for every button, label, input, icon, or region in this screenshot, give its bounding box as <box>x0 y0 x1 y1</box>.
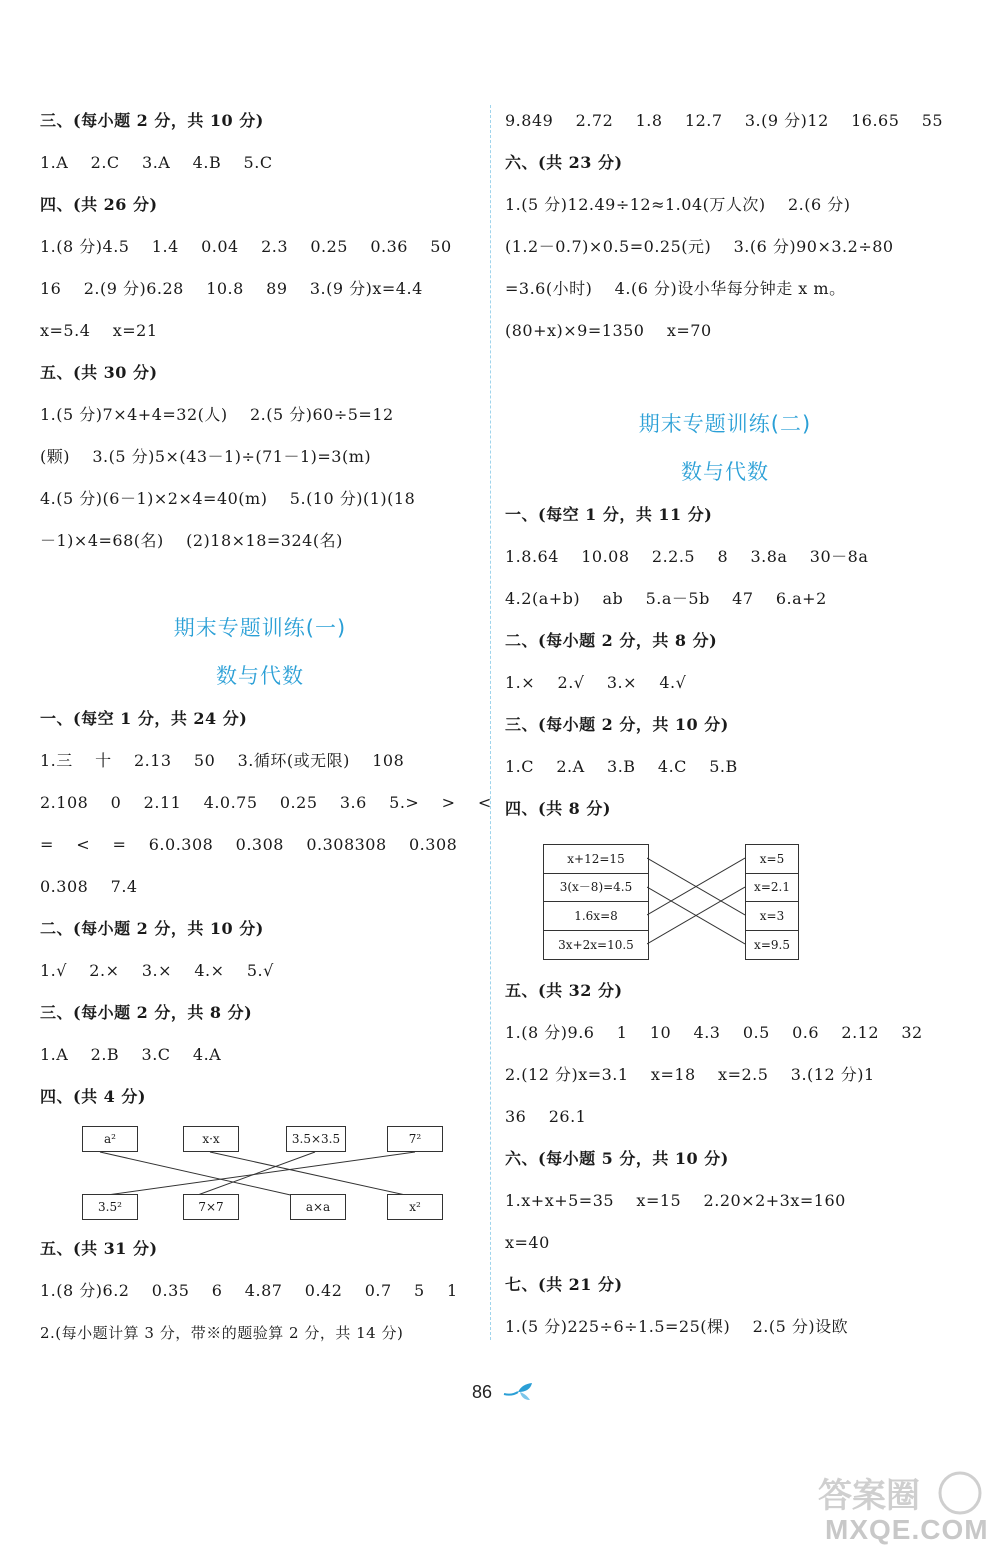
equation-item: 1.6x=8 <box>544 902 648 931</box>
equation-list <box>543 844 649 960</box>
solution-item: x=9.5 <box>754 938 790 952</box>
section-heading: 四、(共 26 分) <box>40 195 158 214</box>
section-heading: 一、(每空 1 分，共 11 分) <box>505 505 713 524</box>
match-bottom-box: 3.5² <box>82 1194 138 1220</box>
answer-line: 1.(8 分)4.5 1.4 0.04 2.3 0.25 0.36 50 <box>40 237 452 256</box>
section-heading: 三、(每小题 2 分，共 10 分) <box>505 715 729 734</box>
equation-item: 3x+2x=10.5 <box>558 938 634 952</box>
solution-item: x=3 <box>746 902 798 931</box>
answer-line: x=5.4 x=21 <box>40 321 158 340</box>
section-heading: 二、(每小题 2 分，共 10 分) <box>40 919 264 938</box>
page-number: 86 <box>472 1382 493 1402</box>
answer-line: 0.308 7.4 <box>40 877 138 896</box>
answer-line: 1.8.64 10.08 2.2.5 8 3.8a 30－8a <box>505 547 869 566</box>
match-top-box: a² <box>82 1126 138 1152</box>
answer-line: 1.(5 分)7×4+4=32(人) 2.(5 分)60÷5=12 <box>40 405 394 424</box>
match-top-box: 7² <box>387 1126 443 1152</box>
answer-line: 1.(8 分)6.2 0.35 6 4.87 0.42 0.7 5 1 <box>40 1281 458 1300</box>
section-heading: 五、(共 32 分) <box>505 981 623 1000</box>
equation-item: 3(x－8)=4.5 <box>544 873 648 902</box>
solution-list <box>745 844 799 960</box>
answer-line: 4.(5 分)(6－1)×2×4=40(m) 5.(10 分)(1)(18 <box>40 489 416 508</box>
match-top-box: 3.5×3.5 <box>286 1126 346 1152</box>
leaf-ornament-icon <box>502 1380 536 1402</box>
section-heading: 三、(每小题 2 分，共 8 分) <box>40 1003 253 1022</box>
answer-line: (1.2－0.7)×0.5=0.25(元) 3.(6 分)90×3.2÷80 <box>505 237 894 256</box>
answer-line: 1.C 2.A 3.B 4.C 5.B <box>505 757 738 776</box>
chapter-title: 期末专题训练(二) <box>638 412 812 436</box>
answer-line: 1.x+x+5=35 x=15 2.20×2+3x=160 <box>505 1191 846 1210</box>
answer-line: 1.(5 分)225÷6÷1.5=25(棵) 2.(5 分)设欧 <box>505 1317 849 1336</box>
solution-item: x=5 <box>746 845 798 874</box>
chapter-subtitle: 数与代数 <box>216 664 304 688</box>
section-heading: 五、(共 31 分) <box>40 1239 158 1258</box>
solution-item: x=2.1 <box>746 873 798 902</box>
section-heading: 四、(共 8 分) <box>505 799 611 818</box>
answer-line: x=40 <box>505 1233 550 1252</box>
matching-lines <box>647 844 745 958</box>
watermark-text: MXQE.COM <box>825 1514 989 1545</box>
answer-line: 2.108 0 2.11 4.0.75 0.25 3.6 5.> > < <box>40 793 492 812</box>
answer-line: (颗) 3.(5 分)5×(43－1)÷(71－1)=3(m) <box>40 447 372 466</box>
answer-line: = < = 6.0.308 0.308 0.308308 0.308 <box>40 835 458 854</box>
answer-line: 1.(8 分)9.6 1 10 4.3 0.5 0.6 2.12 32 <box>505 1023 923 1042</box>
match-bottom-box: x² <box>387 1194 443 1220</box>
answer-line: 16 2.(9 分)6.28 10.8 89 3.(9 分)x=4.4 <box>40 279 423 298</box>
match-bottom-box: 7×7 <box>183 1194 239 1220</box>
section-heading: 六、(每小题 5 分，共 10 分) <box>505 1149 729 1168</box>
column-divider <box>490 105 491 1340</box>
section-heading: 二、(每小题 2 分，共 8 分) <box>505 631 718 650</box>
answer-line: (80+x)×9=1350 x=70 <box>505 321 712 340</box>
equation-item: x+12=15 <box>544 845 648 874</box>
chapter-subtitle: 数与代数 <box>681 460 769 484</box>
match-bottom-box: a×a <box>290 1194 346 1220</box>
answer-line: 1.(5 分)12.49÷12≈1.04(万人次) 2.(6 分) <box>505 195 851 214</box>
section-heading: 五、(共 30 分) <box>40 363 158 382</box>
section-heading: 四、(共 4 分) <box>40 1087 146 1106</box>
section-heading: 七、(共 21 分) <box>505 1275 623 1294</box>
answer-line: 1.A 2.B 3.C 4.A <box>40 1045 222 1064</box>
answer-line: =3.6(小时) 4.(6 分)设小华每分钟走 x m。 <box>505 279 846 298</box>
answer-line: 36 26.1 <box>505 1107 587 1126</box>
section-heading: 一、(每空 1 分，共 24 分) <box>40 709 248 728</box>
section-heading: 三、(每小题 2 分，共 10 分) <box>40 111 264 130</box>
answer-line: 1.三 十 2.13 50 3.循环(或无限) 108 <box>40 751 405 770</box>
answer-line: 1.√ 2.× 3.× 4.× 5.√ <box>40 961 274 980</box>
svg-text:答案圈: 答案圈 <box>818 1476 920 1516</box>
match-top-box: x·x <box>183 1126 239 1152</box>
answer-line: 2.(12 分)x=3.1 x=18 x=2.5 3.(12 分)1 <box>505 1065 875 1084</box>
answer-line: 4.2(a+b) ab 5.a－5b 47 6.a+2 <box>505 589 827 608</box>
answer-line: 2.(每小题计算 3 分，带※的题验算 2 分，共 14 分) <box>40 1324 404 1342</box>
section-heading: 六、(共 23 分) <box>505 153 623 172</box>
answer-line: 1.× 2.√ 3.× 4.√ <box>505 673 687 692</box>
answer-line: 9.849 2.72 1.8 12.7 3.(9 分)12 16.65 55 <box>505 111 944 130</box>
answer-line: －1)×4=68(名) (2)18×18=324(名) <box>40 531 343 550</box>
answer-line: 1.A 2.C 3.A 4.B 5.C <box>40 153 273 172</box>
chapter-title: 期末专题训练(一) <box>173 616 347 640</box>
